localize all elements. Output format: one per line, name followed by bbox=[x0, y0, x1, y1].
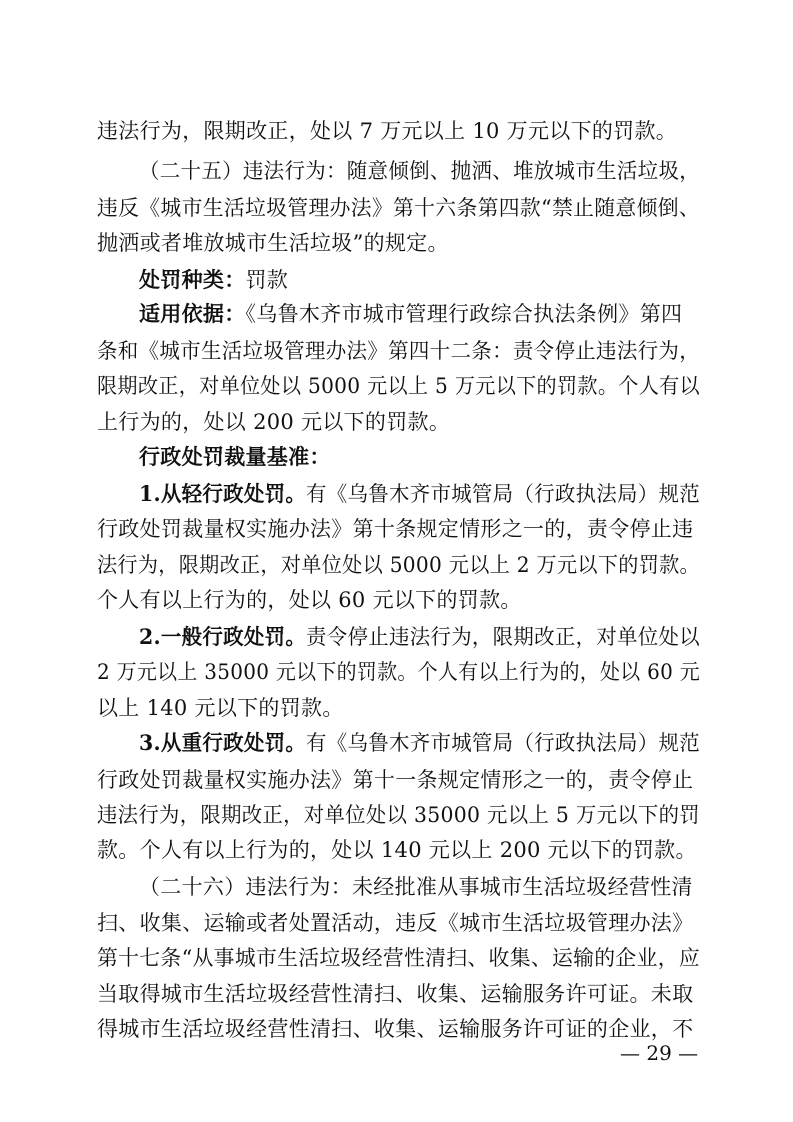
page-number: — 29 — bbox=[620, 1041, 699, 1065]
text-line: 抛洒或者堆放城市生活垃圾”的规定。 bbox=[97, 231, 449, 255]
text-line: 违法行为，限期改正，处以 7 万元以上 10 万元以下的罚款。 bbox=[97, 119, 678, 143]
text-line: 适用依据：《乌鲁木齐市城市管理行政综合执法条例》第四 bbox=[139, 301, 683, 326]
text-line: 个人有以上行为的，处以 60 元以下的罚款。 bbox=[97, 588, 522, 612]
text-line: 第十七条“从事城市生活垃圾经营性清扫、收集、运输的企业，应 bbox=[97, 946, 701, 970]
text-line: 违法行为，限期改正，对单位处以 35000 元以上 5 万元以下的罚 bbox=[97, 803, 701, 827]
text-line: 扫、收集、运输或者处置活动，违反《城市生活垃圾管理办法》 bbox=[97, 911, 694, 935]
text-line: 行政处罚裁量权实施办法》第十条规定情形之一的，责令停止违 bbox=[97, 517, 694, 541]
text-line: 3.从重行政处罚。有《乌鲁木齐市城管局（行政执法局）规范 bbox=[139, 730, 700, 755]
text-line: 款。个人有以上行为的，处以 140 元以上 200 元以下的罚款。 bbox=[97, 838, 697, 862]
text-line: （二十六）违法行为：未经批准从事城市生活垃圾经营性清 bbox=[139, 875, 693, 899]
section-heading: 行政处罚裁量基准： bbox=[139, 444, 331, 469]
section-heading: 3.从重行政处罚。 bbox=[139, 730, 307, 755]
section-heading: 2.一般行政处罚。 bbox=[139, 624, 307, 649]
text-line: 当取得城市生活垃圾经营性清扫、收集、运输服务许可证。未取 bbox=[97, 982, 694, 1006]
text-line: 违反《城市生活垃圾管理办法》第十六条第四款“禁止随意倾倒、 bbox=[97, 196, 701, 220]
text-line: 以上 140 元以下的罚款。 bbox=[97, 696, 344, 720]
text-line: （二十五）违法行为：随意倾倒、抛洒、堆放城市生活垃圾， bbox=[139, 159, 701, 183]
text-line: 法行为，限期改正，对单位处以 5000 元以上 2 万元以下的罚款。 bbox=[97, 553, 700, 577]
section-heading: 处罚种类： bbox=[139, 267, 246, 292]
text-line: 2 万元以上 35000 元以下的罚款。个人有以上行为的，处以 60 元 bbox=[97, 660, 700, 684]
text-line bbox=[139, 443, 739, 471]
text-line: 限期改正，对单位处以 5000 元以上 5 万元以下的罚款。个人有以 bbox=[97, 374, 700, 398]
text-line: 得城市生活垃圾经营性清扫、收集、运输服务许可证的企业，不 bbox=[97, 1017, 694, 1041]
text-line: 2.一般行政处罚。责令停止违法行为，限期改正，对单位处以 bbox=[139, 624, 700, 649]
text-line: 条和《城市生活垃圾管理办法》第四十二条：责令停止违法行为， bbox=[97, 339, 701, 363]
section-heading: 1.从轻行政处罚。 bbox=[139, 481, 307, 506]
text-line: 处罚种类：罚款 bbox=[139, 267, 289, 292]
text-line: 行政处罚裁量权实施办法》第十一条规定情形之一的，责令停止 bbox=[97, 768, 694, 792]
section-heading: 适用依据： bbox=[139, 301, 246, 326]
text-line: 1.从轻行政处罚。有《乌鲁木齐市城管局（行政执法局）规范 bbox=[139, 481, 700, 506]
text-line: 上行为的，处以 200 元以下的罚款。 bbox=[97, 410, 451, 434]
